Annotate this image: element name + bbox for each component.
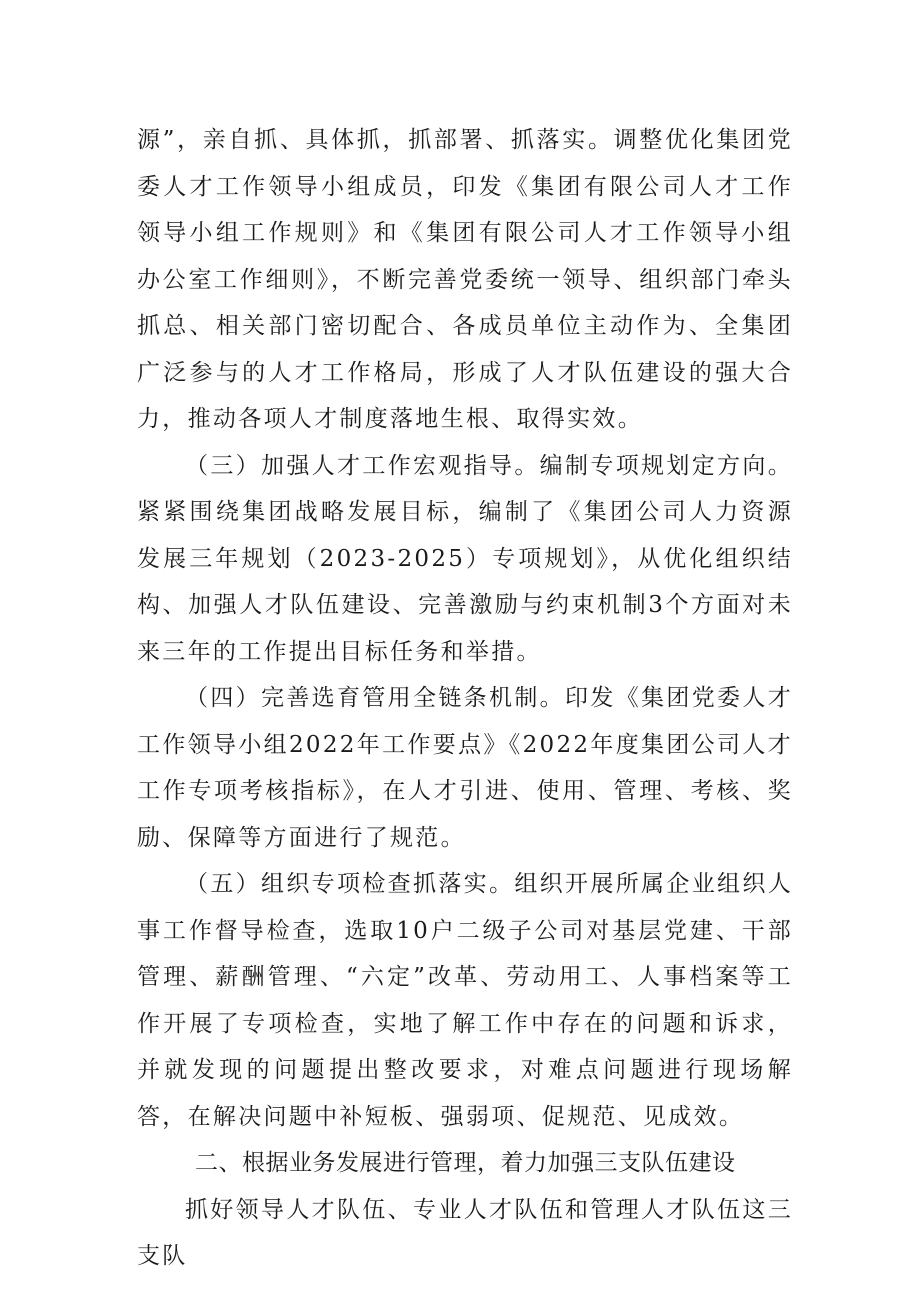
document-body	[137, 117, 793, 1280]
section-heading: 二、根据业务发展进行管理，着力加强三支队伍建设	[195, 1150, 736, 1176]
paragraph-inspection: （五）组织专项检查抓落实。组织开展所属企业组织人事工作督导检查，选取10户二级子公司对基层党建、干部管理、薪酬管理、“六定”改革、劳动用工、人事档案等工作开展了专项检查，实地了解工作中存在的问题和诉求，并就发现的问题提出整改要求，对难点问题进行现场解答，在解决问题中补短板、强弱项、促规范、见成效。	[137, 871, 793, 1130]
paragraph-leadership: 源”，亲自抓、具体抓，抓部署、抓落实。调整优化集团党委人才工作领导小组成员，印发《集团有限公司人才工作领导小组工作规则》和《集团有限公司人才工作领导小组办公室工作细则》，不断完善党委统一领导、组织部门牵头抓总、相关部门密切配合、各成员单位主动作为、全集团广泛参与的人才工作格局，形成了人才队伍建设的强大合力，推动各项人才制度落地生根、取得实效。	[137, 127, 793, 432]
paragraph-closing: 抓好领导人才队伍、专业人才队伍和管理人才队伍这三支队	[137, 1196, 793, 1269]
paragraph-full-chain: （四）完善选育管用全链条机制。印发《集团党委人才工作领导小组2022年工作要点》《2022年度集团公司人才工作专项考核指标》，在人才引进、使用、管理、考核、奖励、保障等方面进行了规范。	[137, 685, 793, 851]
paragraph-macro-guidance: （三）加强人才工作宏观指导。编制专项规划定方向。紧紧围绕集团战略发展目标，编制了《集团公司人力资源发展三年规划（2023-2025）专项规划》，从优化组织结构、加强人才队伍建设、完善激励与约束机制3个方面对未来三年的工作提出目标任务和举措。	[137, 452, 793, 665]
